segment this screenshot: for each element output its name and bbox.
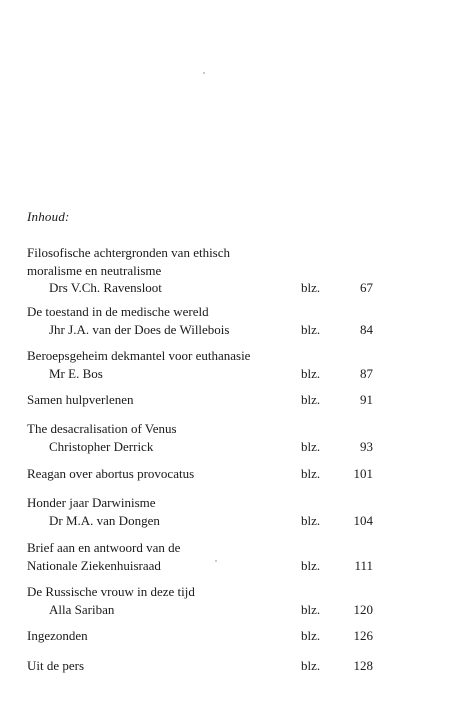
page-number: 126 <box>353 628 373 643</box>
entry-title: Nationale Ziekenhuisraad <box>27 557 161 573</box>
page-number: 93 <box>360 438 373 454</box>
entry-title-line: moralisme en neutralisme <box>27 262 162 278</box>
page-number: 67 <box>360 280 373 295</box>
blz-label: blz. <box>301 557 321 573</box>
entry-author-line <box>27 365 373 383</box>
entry-title-line: De Russische vrouw in deze tijd <box>27 584 195 599</box>
page-number: 111 <box>354 557 373 573</box>
entry-author: Drs V.Ch. Ravensloot <box>49 280 162 295</box>
page-number: 87 <box>360 365 373 381</box>
entry-title-line: Beroepsgeheim dekmantel voor euthanasie <box>27 348 251 363</box>
entry-page-ref <box>301 465 373 483</box>
blz-label: blz. <box>301 438 321 454</box>
toc-entry <box>27 347 373 382</box>
entry-title-line: Honder jaar Darwinisme <box>27 495 156 510</box>
entry-page-ref <box>301 438 373 456</box>
toc-entry <box>27 494 373 529</box>
toc-entry <box>27 391 373 409</box>
toc-entry <box>27 539 373 574</box>
page-number: 128 <box>353 658 373 673</box>
toc-entry <box>27 244 373 297</box>
blz-label: blz. <box>301 658 321 673</box>
entry-author: Mr E. Bos <box>49 365 103 381</box>
entry-title-line <box>27 657 373 675</box>
entry-page-ref <box>301 601 373 619</box>
entry-author: Christopher Derrick <box>49 438 154 454</box>
entry-page-ref <box>301 627 373 645</box>
page-number: 91 <box>360 392 373 407</box>
toc-entry <box>27 657 373 675</box>
scan-speck <box>215 560 217 562</box>
page-number: 101 <box>353 466 373 481</box>
entry-title-line: De toestand in de medische wereld <box>27 304 209 319</box>
blz-label: blz. <box>301 512 321 528</box>
entry-author: Jhr J.A. van der Does de Willebois <box>49 321 230 337</box>
entry-title-line <box>27 465 373 483</box>
entry-page-ref <box>301 365 373 383</box>
entry-page-ref <box>301 512 373 530</box>
toc-entry <box>27 627 373 645</box>
entry-author-line <box>27 512 373 530</box>
entry-title-line <box>27 557 373 575</box>
blz-label: blz. <box>301 365 321 381</box>
entry-author: Dr M.A. van Dongen <box>49 512 160 528</box>
entry-author-line <box>27 438 373 456</box>
entry-title-line: Brief aan en antwoord van de <box>27 540 181 555</box>
entry-title: Uit de pers <box>27 658 85 673</box>
entry-title-line <box>27 627 373 645</box>
entry-page-ref <box>301 279 373 297</box>
blz-label: blz. <box>301 466 321 481</box>
entry-title: Ingezonden <box>27 628 88 643</box>
entry-page-ref <box>301 321 373 339</box>
entry-title-line <box>27 391 373 409</box>
toc-entry <box>27 303 373 338</box>
blz-label: blz. <box>301 392 321 407</box>
entry-title: Reagan over abortus provocatus <box>27 466 195 481</box>
entry-page-ref <box>301 391 373 409</box>
entry-page-ref <box>301 557 373 575</box>
toc-heading: Inhoud: <box>27 209 70 224</box>
entry-title: Samen hulpverlenen <box>27 392 134 407</box>
entry-title-line: The desacralisation of Venus <box>27 421 177 436</box>
entry-author: Alla Sariban <box>49 601 115 617</box>
scan-speck <box>203 72 205 74</box>
entry-title-line: Filosofische achtergronden van ethisch <box>27 245 231 260</box>
entry-author-line <box>27 279 373 297</box>
toc-entry <box>27 420 373 455</box>
entry-page-ref <box>301 657 373 675</box>
page-number: 120 <box>353 601 373 617</box>
page-number: 84 <box>360 321 373 337</box>
blz-label: blz. <box>301 280 321 295</box>
entry-author-line <box>27 601 373 619</box>
blz-label: blz. <box>301 321 321 337</box>
toc-entry <box>27 465 373 483</box>
blz-label: blz. <box>301 601 321 617</box>
toc-entry <box>27 583 373 618</box>
blz-label: blz. <box>301 628 321 643</box>
entry-author-line <box>27 321 373 339</box>
page-number: 104 <box>353 512 373 528</box>
